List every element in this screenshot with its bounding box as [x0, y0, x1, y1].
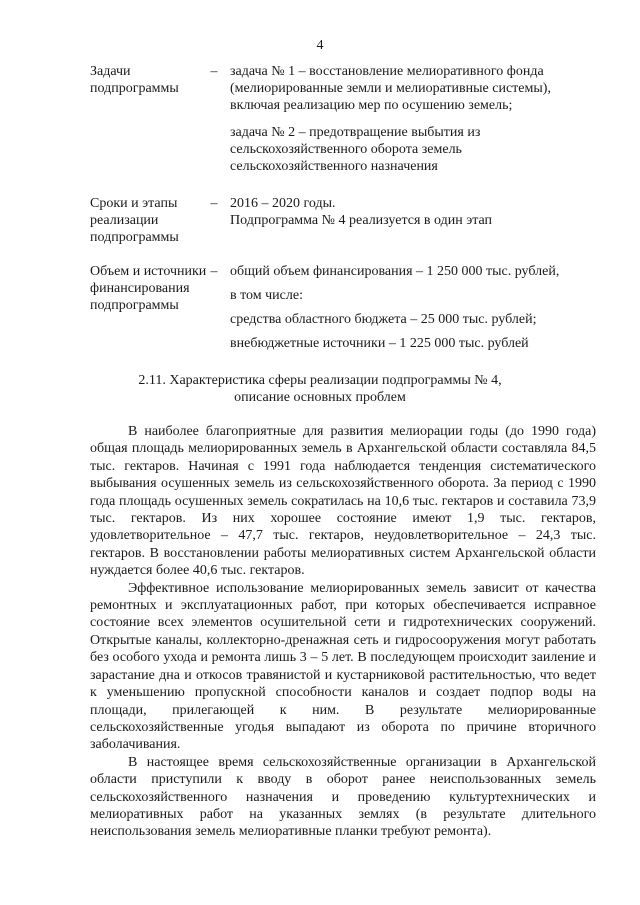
- row-value-tasks: [230, 63, 600, 175]
- task-2: задача № 2 – предотвращение выбытия из сельскохозяйственного оборота земель сельскохозяйственного назначения: [230, 125, 481, 174]
- section-heading-line-1: 2.11. Характеристика сферы реализации подпрограммы № 4,: [138, 373, 502, 388]
- page-number: 4: [316, 38, 324, 53]
- section-body: [90, 423, 596, 841]
- funding-regional: средства областного бюджета – 25 000 тыс. рублей;: [230, 312, 537, 327]
- row-label-terms: Сроки и этапы реализации подпрограммы: [90, 196, 179, 245]
- section-heading-line-2: описание основных проблем: [234, 390, 406, 405]
- terms-years: 2016 – 2020 годы.: [230, 196, 336, 211]
- task-1: задача № 1 – восстановление мелиоративного фонда (мелиорированные земли и мелиоративные системы), включая реализацию мер по осушению земель;: [230, 64, 551, 113]
- row-value-funding: [230, 263, 600, 352]
- funding-total: общий объем финансирования – 1 250 000 тыс. рублей,: [230, 264, 560, 279]
- paragraph-2: Эффективное использование мелиорированных земель зависит от качества ремонтных и эксплуатационных работ, при которых обеспечивается исправное состояние всех элементов осушительной сети и гидротехнических сооружений. Открытые каналы, коллекторно-дренажная сеть и гидросооружения могут работать без особого ухода и ремонта лишь 3 – 5 лет. В последующем происходит заиление и зарастание дна и откосов травянистой и кустарниковой растительностью, что ведет к уменьшению пропускной способности каналов и создает подпор воды на площади, прилегающей к ним. В результате мелиорированные сельскохозяйственные угодья выпадают из оборота по причине вторичного заболачивания.: [90, 580, 596, 753]
- row-label-funding: Объем и источники финансирования подпрограммы: [90, 264, 207, 313]
- row-dash: –: [210, 264, 218, 279]
- funding-offbudget: внебюджетные источники – 1 225 000 тыс. рублей: [230, 336, 529, 351]
- section-heading: [0, 372, 640, 406]
- funding-including: в том числе:: [230, 288, 303, 303]
- row-value-terms: [230, 195, 600, 229]
- row-dash: –: [210, 196, 218, 211]
- terms-stage: Подпрограмма № 4 реализуется в один этап: [230, 213, 493, 228]
- paragraph-3: В настоящее время сельскохозяйственные организации в Архангельской области приступили к вводу в оборот ранее неиспользованных земель сельскохозяйственного назначения и проведению культуртехнических и мелиоративных работ на указанных землях (в результате длительного неиспользования земель мелиоративные планки требуют ремонта).: [90, 754, 596, 840]
- row-label-tasks: Задачи подпрограммы: [90, 64, 179, 96]
- row-dash: –: [210, 64, 218, 79]
- paragraph-1: В наиболее благоприятные для развития мелиорации годы (до 1990 года) общая площадь мелиорированных земель в Архангельской области составляла 84,5 тыс. гектаров. Начиная с 1991 года наблюдается тенденция систематического выбывания осушенных земель из сельскохозяйственного оборота. За период с 1990 года площадь осушенных земель сократилась на 10,6 тыс. гектаров и составила 73,9 тыс. гектаров. Из них хорошее состояние имеют 1,9 тыс. гектаров, удовлетворительное – 47,7 тыс. гектаров, неудовлетворительное – 24,3 тыс. гектаров. В восстановлении работы мелиоративных систем Архангельской области нуждается более 40,6 тыс. гектаров.: [90, 424, 596, 579]
